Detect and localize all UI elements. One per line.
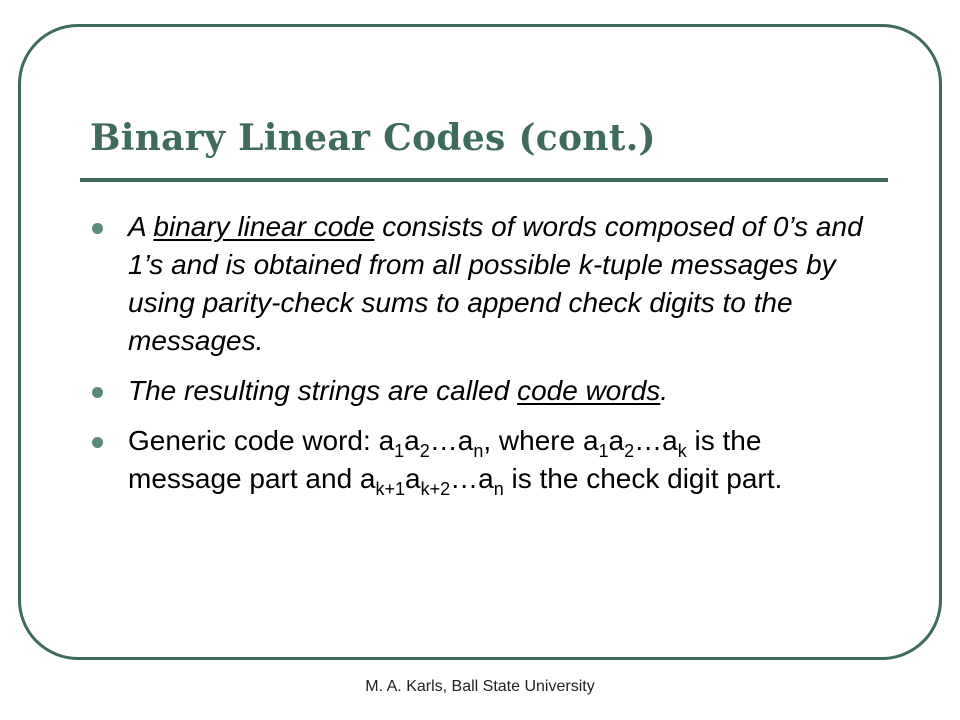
bullet-text: Generic code word: a bbox=[128, 425, 395, 456]
subscript: k bbox=[677, 441, 687, 461]
bullet-text: consists of words composed of 0’s and 1’s and is obtained from all possible k-tuple messages by using parity-check sums to append check digits to the messages. bbox=[128, 211, 863, 356]
bullet-dot-icon bbox=[92, 437, 103, 448]
subscript: k+1 bbox=[375, 479, 406, 499]
subscript: k+2 bbox=[420, 479, 451, 499]
bullet-text: …a bbox=[429, 425, 474, 456]
bullet-text: . bbox=[660, 375, 669, 406]
slide-title: Binary Linear Codes (cont.) bbox=[90, 117, 656, 159]
term-code-words: code words bbox=[517, 375, 661, 406]
bullet-code-words bbox=[92, 372, 872, 410]
bullet-text: A bbox=[128, 211, 154, 242]
bullet-text: , where a bbox=[483, 425, 599, 456]
bullet-text: is the check digit part. bbox=[503, 463, 783, 494]
bullet-text: …a bbox=[634, 425, 678, 456]
bullet-binary-linear-code bbox=[92, 208, 872, 360]
title-divider bbox=[80, 178, 888, 182]
term-binary-linear-code: binary linear code bbox=[153, 211, 375, 242]
subscript: n bbox=[473, 441, 484, 461]
bullet-dot-icon bbox=[92, 223, 103, 234]
bullet-text: a bbox=[405, 463, 421, 494]
subscript: 1 bbox=[394, 441, 405, 461]
subscript: 2 bbox=[624, 441, 635, 461]
bullet-generic-code-word bbox=[92, 422, 872, 498]
bullet-text: a bbox=[404, 425, 420, 456]
subscript: 2 bbox=[419, 441, 430, 461]
bullet-dot-icon bbox=[92, 387, 103, 398]
bullet-text: …a bbox=[450, 463, 494, 494]
subscript: 1 bbox=[598, 441, 609, 461]
bullet-text: is the message part and a bbox=[128, 425, 762, 494]
bullet-text: The resulting strings are called bbox=[128, 375, 518, 406]
subscript: n bbox=[493, 479, 504, 499]
footer-credit: M. A. Karls, Ball State University bbox=[365, 678, 595, 695]
bullet-list bbox=[92, 208, 872, 510]
bullet-text: a bbox=[608, 425, 625, 456]
